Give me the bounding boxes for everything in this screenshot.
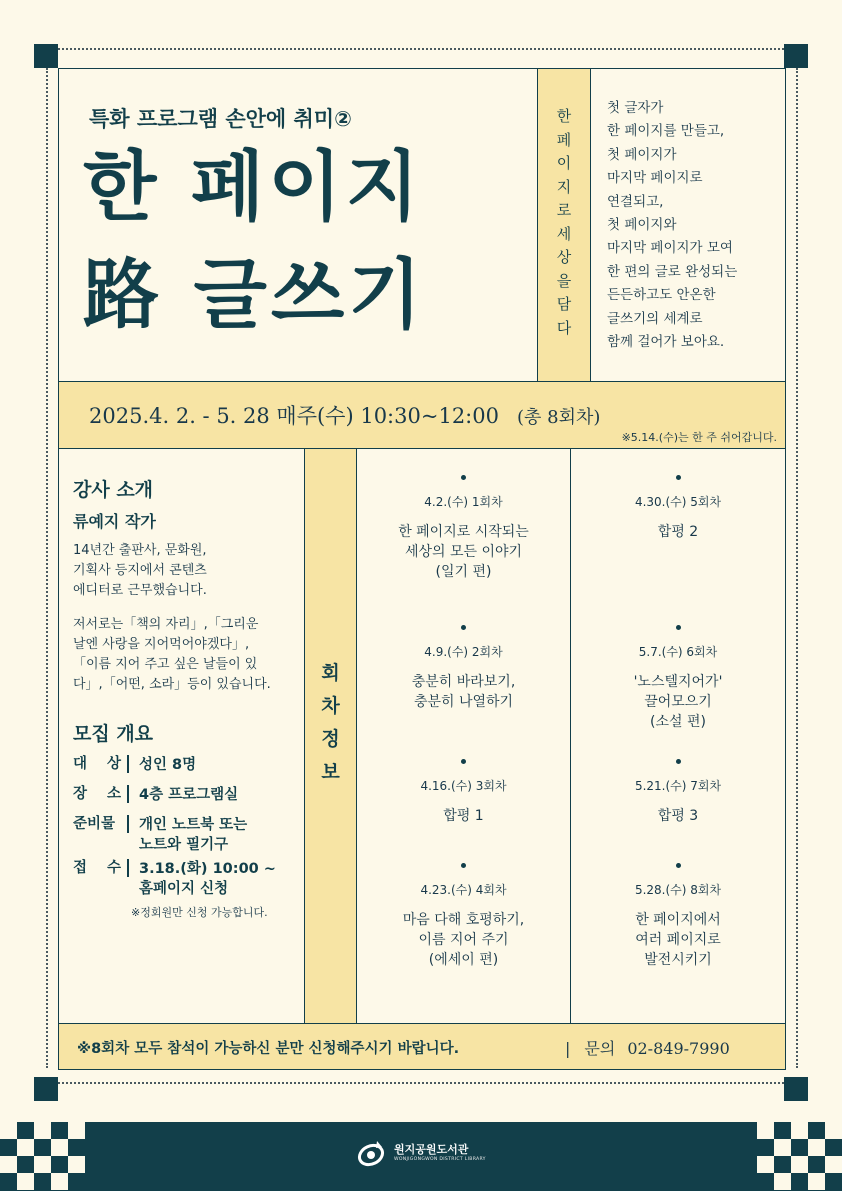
session-date: 4.23.(수) 4회차	[420, 883, 507, 897]
library-name-ko: 원지공원도서관	[394, 1143, 469, 1157]
session-topic	[571, 672, 785, 732]
recruitment-label-char: 수	[106, 860, 121, 876]
recruitment-label	[73, 755, 129, 773]
session-label-char: 차	[321, 695, 340, 717]
tagline-column	[537, 69, 591, 381]
title-line-1: 한 페이지	[83, 142, 424, 231]
session-topic	[571, 910, 785, 970]
recruitment-label-char: 소	[106, 786, 121, 802]
session-date: 5.21.(수) 7회차	[634, 779, 722, 793]
recruitment-label	[73, 785, 129, 803]
tagline-char: 이	[556, 154, 572, 172]
bio-line: 14년간 출판사, 문화원,	[73, 543, 207, 558]
session-item	[571, 625, 785, 732]
schedule-dates	[89, 400, 600, 430]
works-line: 날엔 사랑을 지어먹어야겠다」,	[73, 637, 250, 652]
bullet-dot-icon	[461, 625, 466, 630]
sessions-column-right	[571, 449, 785, 1023]
recruitment-value	[129, 755, 196, 775]
session-item	[357, 863, 570, 970]
checker-square	[17, 1139, 34, 1156]
contact-separator: |	[565, 1039, 571, 1058]
sessions-column-left	[357, 449, 571, 1023]
dotted-border-top	[58, 48, 784, 50]
poem-line: 첫 페이지가	[607, 146, 677, 163]
bullet-dot-icon	[676, 625, 681, 630]
session-date: 4.2.(수) 1회차	[424, 495, 503, 509]
session-topic-line: 충분히 나열하기	[413, 694, 514, 710]
session-topic-line: (에세이 편)	[428, 952, 499, 968]
recruitment-value-line: 노트와 필기구	[139, 837, 229, 853]
library-name-en: WONJIGONGWON DISTRICT LIBRARY	[394, 1156, 486, 1162]
session-topic-line: 끌어모으기	[644, 694, 712, 710]
session-topic	[357, 522, 570, 582]
recruitment-value	[129, 859, 276, 899]
session-date: 4.30.(수) 5회차	[634, 495, 722, 509]
bullet-dot-icon	[676, 863, 681, 868]
checker-square	[34, 1156, 51, 1173]
recruitment-value	[129, 785, 238, 805]
session-topic-line: 합평 2	[657, 524, 699, 540]
checker-square	[34, 1122, 51, 1139]
session-date: 5.7.(수) 6회차	[638, 645, 718, 659]
schedule-date-range: 2025.4. 2. - 5. 28 매주(수) 10:30~12:00	[89, 404, 499, 428]
poem-line: 첫 글자가	[607, 100, 664, 116]
checker-square	[774, 1173, 791, 1190]
poem-line: 함께 걸어가 보아요.	[607, 334, 725, 351]
instructor-section-title: 강사 소개	[73, 479, 154, 501]
recruitment-label-char: 접	[73, 860, 88, 876]
contact-phone: 02-849-7990	[627, 1039, 730, 1058]
recruitment-row	[73, 859, 276, 899]
recruitment-label-char: 상	[106, 756, 121, 772]
instructor-bio	[73, 541, 207, 601]
tagline-char: 상	[556, 248, 572, 266]
recruitment-row	[73, 815, 247, 855]
session-item	[357, 475, 570, 582]
bullet-dot-icon	[676, 475, 681, 480]
checker-square	[0, 1156, 17, 1173]
tagline-char: 한	[556, 107, 572, 125]
program-subtitle: 특화 프로그램 손안에 취미②	[89, 107, 352, 131]
tagline-char: 을	[556, 271, 572, 290]
bullet-dot-icon	[461, 475, 466, 480]
dotted-border-left	[46, 68, 48, 1068]
recruitment-value-line: 4층 프로그램실	[139, 787, 239, 803]
poem-line: 글쓰기의 세계로	[607, 310, 703, 327]
bio-line: 기획사 등지에서 콘텐츠	[73, 563, 207, 578]
recruitment-row	[73, 785, 238, 805]
recruitment-value	[129, 815, 247, 855]
recruitment-value-line: 개인 노트북 또는	[139, 817, 248, 833]
instructor-works	[73, 615, 271, 695]
library-logo-icon	[356, 1138, 386, 1168]
checker-square	[808, 1173, 825, 1190]
session-item	[357, 759, 570, 826]
session-date: 4.16.(수) 3회차	[420, 779, 507, 793]
checker-square	[791, 1156, 808, 1173]
session-topic-line: 합평 3	[657, 808, 699, 824]
corner-square-bottom-left	[34, 1077, 58, 1101]
session-label-char: 정	[321, 728, 340, 750]
recruitment-value-line: 성인 8명	[139, 757, 197, 773]
title-line-2: 路 글쓰기	[83, 250, 426, 339]
session-topic-line: 발전시키기	[644, 952, 712, 968]
session-topic-line: '노스텔지어가'	[633, 674, 723, 690]
contact-info	[565, 1036, 730, 1059]
recruitment-note: ※정회원만 신청 가능합니다.	[131, 906, 268, 919]
schedule-note: ※5.14.(수)는 한 주 쉬어갑니다.	[621, 431, 777, 444]
session-topic	[357, 910, 570, 970]
session-topic-line: 한 페이지에서	[635, 912, 721, 928]
recruitment-label	[73, 815, 129, 833]
tagline-char: 세	[556, 224, 572, 243]
checker-square	[825, 1122, 842, 1139]
session-label	[305, 657, 356, 789]
session-topic-line: 마음 다해 호평하기,	[402, 912, 525, 928]
bullet-dot-icon	[461, 863, 466, 868]
session-topic-line: 이름 지어 주기	[418, 932, 509, 948]
bullet-dot-icon	[676, 759, 681, 764]
session-topic	[357, 806, 570, 826]
recruitment-value-line: 홈페이지 신청	[139, 881, 229, 897]
checker-square	[17, 1173, 34, 1190]
checker-pattern-right	[746, 1122, 842, 1191]
corner-square-bottom-right	[784, 1077, 808, 1101]
session-topic-line: 합평 1	[443, 808, 484, 824]
schedule-band	[59, 381, 785, 449]
contact-label: 문의	[584, 1039, 616, 1058]
attendance-notice: ※8회차 모두 참석이 가능하신 분만 신청해주시기 바랍니다.	[77, 1041, 460, 1057]
checker-square	[774, 1139, 791, 1156]
session-topic-line: 충분히 바라보기,	[411, 674, 516, 690]
session-label-column	[305, 449, 357, 1023]
library-logo	[356, 1138, 486, 1168]
checker-square	[51, 1173, 68, 1190]
poem-line: 마지막 페이지로	[607, 170, 703, 187]
session-item	[357, 625, 570, 712]
works-line: 저서로는「책의 자리」,「그리운	[73, 617, 259, 632]
recruitment-row	[73, 755, 196, 775]
session-topic	[571, 522, 785, 542]
checker-square	[791, 1122, 808, 1139]
session-date: 4.9.(수) 2회차	[424, 645, 503, 659]
poem-line: 한 편의 글로 완성되는	[607, 263, 738, 280]
poem-line: 첫 페이지와	[607, 217, 677, 234]
session-topic-line: 세상의 모든 이야기	[404, 544, 523, 560]
session-label-char: 보	[321, 761, 340, 783]
poem-line: 마지막 페이지가 모여	[607, 240, 733, 257]
info-column	[59, 449, 305, 1023]
works-line: 다」,「어떤, 소라」등이 있습니다.	[73, 677, 271, 692]
session-label-char: 회	[321, 662, 340, 684]
session-topic	[571, 806, 785, 826]
schedule-total: (총 8회차)	[516, 407, 601, 428]
checker-square	[808, 1139, 825, 1156]
dotted-border-right	[796, 68, 798, 1068]
checker-pattern-left	[0, 1122, 96, 1191]
recruitment-label	[73, 859, 129, 877]
checker-square	[68, 1156, 85, 1173]
recruitment-label-char: 준비물	[73, 816, 116, 832]
dotted-border-bottom	[58, 1082, 784, 1084]
session-date: 5.28.(수) 8회차	[634, 883, 722, 897]
recruitment-label-char: 대	[73, 756, 88, 772]
tagline-char: 로	[556, 201, 572, 219]
poem-line: 든든하고도 안온한	[607, 287, 716, 304]
session-topic	[357, 672, 570, 712]
checker-square	[51, 1139, 68, 1156]
corner-square-top-left	[34, 44, 58, 68]
checker-square	[757, 1122, 774, 1139]
session-item	[571, 863, 785, 970]
poster-frame	[58, 68, 786, 1070]
session-item	[571, 475, 785, 542]
checker-square	[0, 1122, 17, 1139]
tagline-char: 다	[556, 318, 572, 337]
recruitment-section-title: 모집 개요	[73, 723, 154, 745]
tagline-char: 지	[556, 177, 572, 196]
instructor-name: 류예지 작가	[73, 512, 156, 531]
bio-line: 에디터로 근무했습니다.	[73, 583, 207, 598]
session-topic-line: (소설 편)	[650, 714, 706, 730]
corner-square-top-right	[784, 44, 808, 68]
tagline-char: 페	[556, 130, 572, 149]
session-topic-line: 한 페이지로 시작되는	[398, 524, 529, 540]
session-topic-line: (일기 편)	[435, 564, 492, 580]
session-item	[571, 759, 785, 826]
vertical-tagline	[538, 105, 590, 340]
intro-poem	[607, 97, 783, 354]
poem-line: 한 페이지를 만들고,	[607, 123, 725, 140]
session-topic-line: 여러 페이지로	[635, 932, 721, 948]
footer-band	[59, 1023, 785, 1069]
recruitment-value-line: 3.18.(화) 10:00 ~	[139, 861, 276, 877]
checker-square	[68, 1122, 85, 1139]
checker-square	[825, 1156, 842, 1173]
tagline-char: 담	[556, 295, 572, 313]
hero-section	[59, 69, 537, 381]
recruitment-label-char: 장	[73, 786, 88, 802]
works-line: 「이름 지어 주고 싶은 날들이 있	[73, 657, 258, 672]
poem-line: 연결되고,	[607, 193, 664, 210]
checker-square	[757, 1156, 774, 1173]
bullet-dot-icon	[461, 759, 466, 764]
